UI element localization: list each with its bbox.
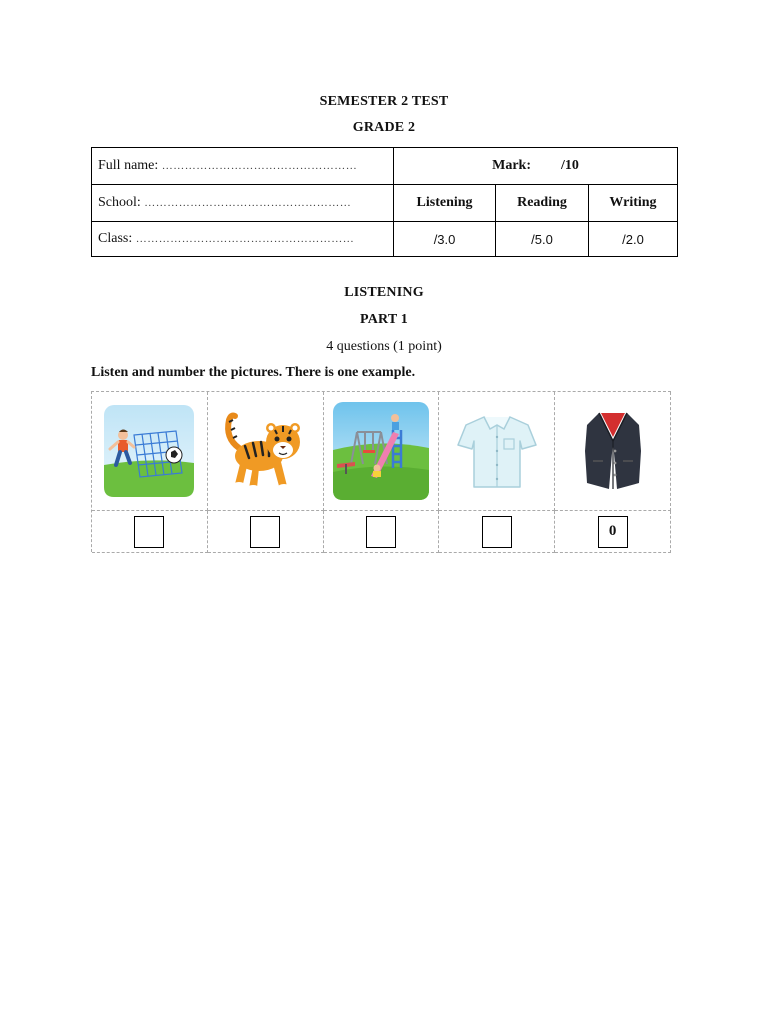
reading-header: Reading bbox=[496, 185, 589, 222]
answer-box-4[interactable] bbox=[482, 516, 512, 548]
picture-cell bbox=[555, 392, 671, 511]
vest-icon bbox=[583, 411, 643, 491]
school-cell bbox=[92, 185, 394, 222]
answer-cell bbox=[555, 511, 671, 553]
class-dots[interactable]: ………………………………………………… bbox=[135, 233, 355, 245]
test-title: SEMESTER 2 TEST bbox=[319, 94, 449, 109]
tiger-icon bbox=[219, 408, 311, 494]
questions-count: 4 questions (1 point) bbox=[326, 339, 442, 354]
listening-header: Listening bbox=[394, 185, 496, 222]
picture-cell bbox=[208, 392, 324, 511]
class-label: Class: bbox=[98, 231, 133, 246]
school-label: School: bbox=[98, 195, 141, 210]
answer-cell bbox=[324, 511, 440, 553]
part-title: PART 1 bbox=[359, 312, 409, 327]
picture-cell bbox=[324, 392, 440, 511]
answer-box-2[interactable] bbox=[250, 516, 280, 548]
picture-grid bbox=[91, 391, 671, 552]
class-cell bbox=[92, 222, 394, 257]
mark-total: /10 bbox=[561, 158, 579, 173]
full-name-label: Full name: bbox=[98, 158, 159, 173]
writing-header: Writing bbox=[588, 185, 677, 222]
picture-cell bbox=[92, 392, 208, 511]
grade-title: GRADE 2 bbox=[352, 120, 416, 135]
answer-cell bbox=[439, 511, 555, 553]
answer-box-1[interactable] bbox=[134, 516, 164, 548]
playground-icon bbox=[333, 402, 429, 500]
student-info-table bbox=[91, 147, 678, 257]
reading-score: /5.0 bbox=[496, 222, 589, 257]
section-title: LISTENING bbox=[344, 285, 424, 300]
mark-label: Mark: bbox=[492, 158, 531, 173]
full-name-cell bbox=[92, 148, 394, 185]
school-dots[interactable]: ……………………………………………… bbox=[144, 197, 352, 209]
answer-cell bbox=[92, 511, 208, 553]
writing-score: /2.0 bbox=[588, 222, 677, 257]
mark-cell bbox=[394, 148, 678, 185]
shirt-icon bbox=[456, 411, 538, 491]
soccer-goal-icon bbox=[104, 405, 194, 497]
full-name-dots[interactable]: …………………………………………… bbox=[161, 160, 358, 172]
listening-score: /3.0 bbox=[394, 222, 496, 257]
answer-box-3[interactable] bbox=[366, 516, 396, 548]
picture-cell bbox=[439, 392, 555, 511]
instruction-text: Listen and number the pictures. There is one example. bbox=[91, 365, 416, 380]
answer-cell bbox=[208, 511, 324, 553]
example-answer-box: 0 bbox=[598, 516, 628, 548]
